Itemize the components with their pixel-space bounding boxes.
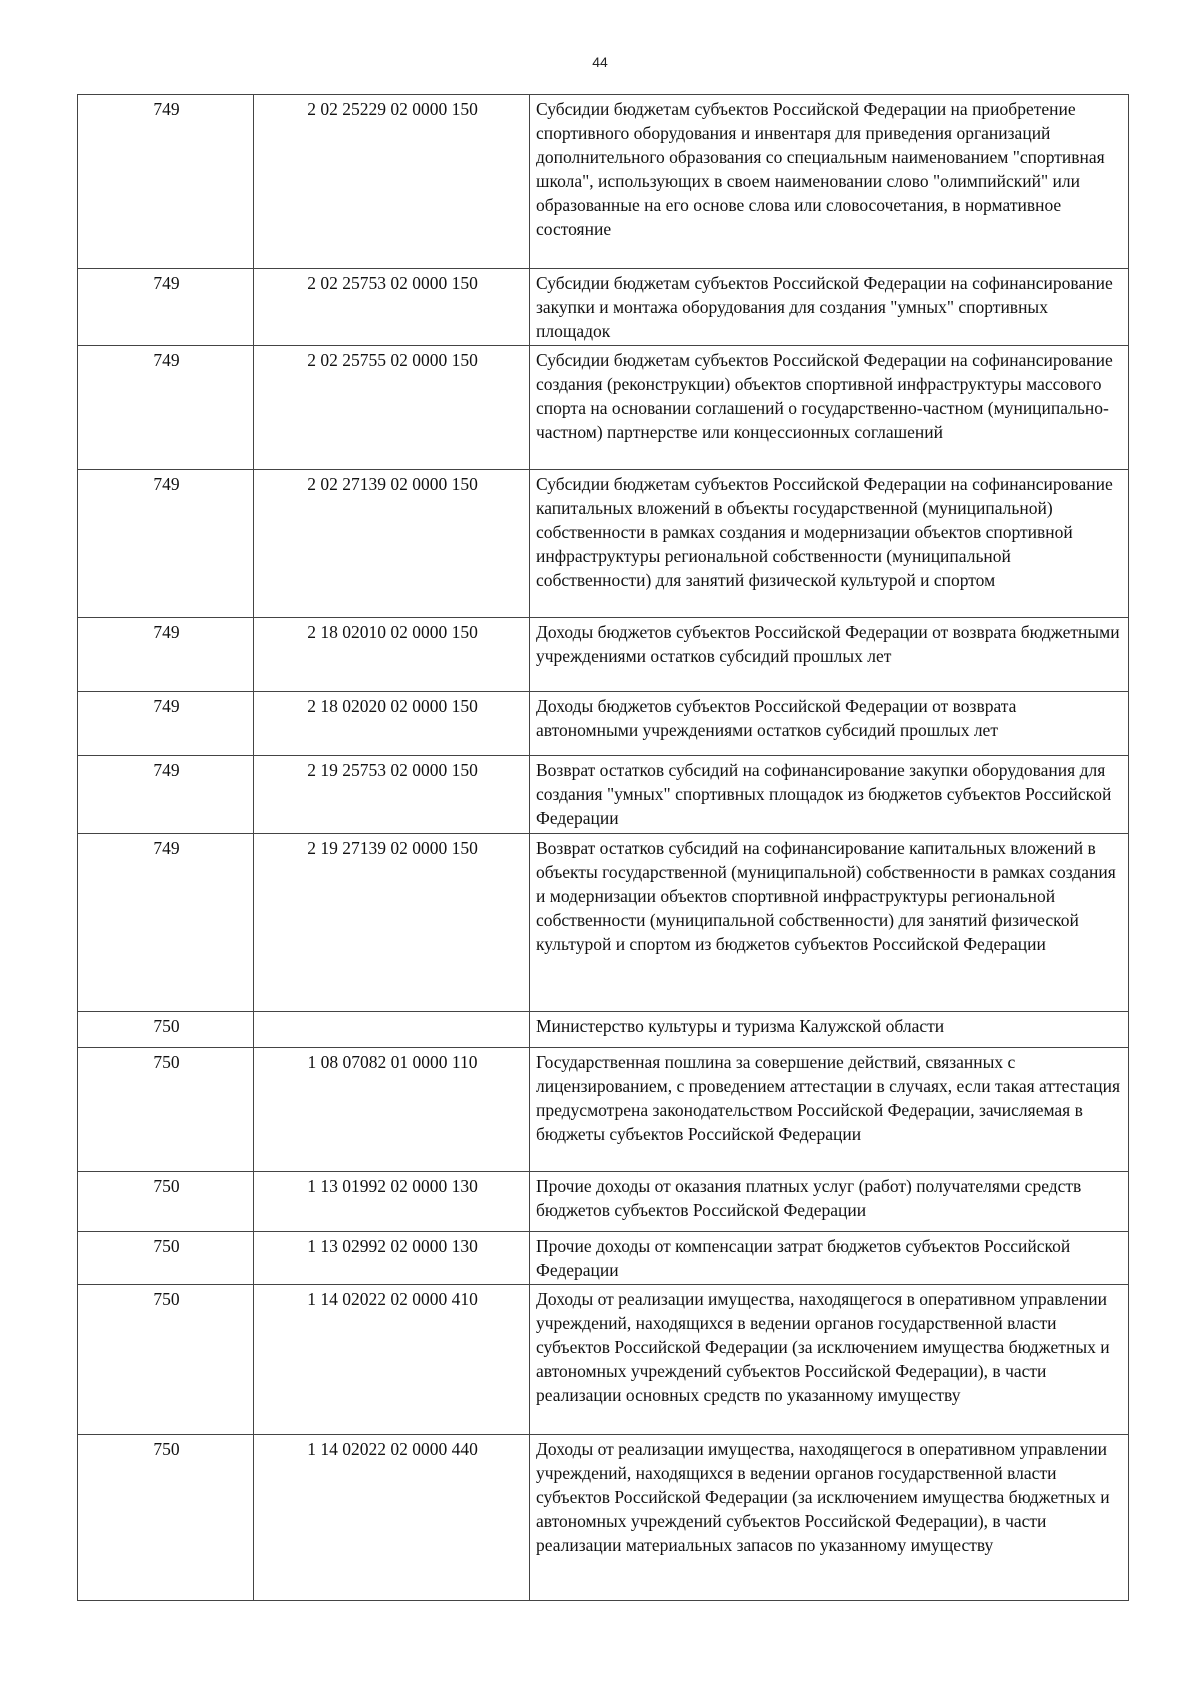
revenue-code-cell: 1 14 02022 02 0000 440 [254, 1435, 530, 1601]
revenue-code-cell: 2 18 02010 02 0000 150 [254, 618, 530, 692]
admin-code-cell: 749 [78, 834, 254, 1012]
revenue-code-cell: 2 02 27139 02 0000 150 [254, 470, 530, 618]
admin-code-cell: 750 [78, 1232, 254, 1285]
revenue-code-cell: 2 19 27139 02 0000 150 [254, 834, 530, 1012]
revenue-code-cell: 2 02 25229 02 0000 150 [254, 95, 530, 269]
table-row [78, 834, 1129, 1012]
revenue-name-cell: Доходы от реализации имущества, находящегося в оперативном управлении учреждений, находящихся в ведении органов государственной власти субъектов Российской Федерации (за исключением имущества бюджетных и автономных учреждений субъектов Российской Федерации), в части реализации материальных запасов по указанному имуществу [530, 1435, 1129, 1601]
admin-code-cell: 749 [78, 95, 254, 269]
table-row [78, 1172, 1129, 1232]
admin-code-cell: 749 [78, 692, 254, 756]
revenue-code-cell: 1 13 02992 02 0000 130 [254, 1232, 530, 1285]
admin-code-cell: 749 [78, 269, 254, 346]
revenue-name-cell: Доходы бюджетов субъектов Российской Федерации от возврата автономными учреждениями остатков субсидий прошлых лет [530, 692, 1129, 756]
revenue-code-cell: 2 19 25753 02 0000 150 [254, 756, 530, 834]
revenue-code-cell: 1 08 07082 01 0000 110 [254, 1048, 530, 1172]
table-row [78, 756, 1129, 834]
admin-code-cell: 749 [78, 756, 254, 834]
revenue-name-cell: Министерство культуры и туризма Калужской области [530, 1012, 1129, 1048]
table-row [78, 618, 1129, 692]
revenue-name-cell: Доходы от реализации имущества, находящегося в оперативном управлении учреждений, находящихся в ведении органов государственной власти субъектов Российской Федерации (за исключением имущества бюджетных и автономных учреждений субъектов Российской Федерации), в части реализации основных средств по указанному имуществу [530, 1285, 1129, 1435]
revenue-name-cell: Возврат остатков субсидий на софинансирование капитальных вложений в объекты государственной (муниципальной) собственности в рамках создания и модернизации объектов спортивной инфраструктуры региональной собственности (муниципальной собственности) для занятий физической культурой и спортом из бюджетов субъектов Российской Федерации [530, 834, 1129, 1012]
table-row [78, 1048, 1129, 1172]
table-row [78, 346, 1129, 470]
admin-code-cell: 749 [78, 618, 254, 692]
revenue-name-cell: Субсидии бюджетам субъектов Российской Федерации на софинансирование капитальных вложений в объекты государственной (муниципальной) собственности в рамках создания и модернизации объектов спортивной инфраструктуры региональной собственности (муниципальной собственности) для занятий физической культурой и спортом [530, 470, 1129, 618]
revenue-name-cell: Государственная пошлина за совершение действий, связанных с лицензированием, с проведением аттестации в случаях, если такая аттестация предусмотрена законодательством Российской Федерации, зачисляемая в бюджеты субъектов Российской Федерации [530, 1048, 1129, 1172]
admin-code-cell: 750 [78, 1048, 254, 1172]
table-row [78, 470, 1129, 618]
revenue-name-cell: Субсидии бюджетам субъектов Российской Федерации на софинансирование закупки и монтажа оборудования для создания "умных" спортивных площадок [530, 269, 1129, 346]
table-row [78, 1435, 1129, 1601]
table-row [78, 95, 1129, 269]
admin-code-cell: 750 [78, 1012, 254, 1048]
admin-code-cell: 750 [78, 1285, 254, 1435]
revenue-name-cell: Субсидии бюджетам субъектов Российской Федерации на софинансирование создания (реконструкции) объектов спортивной инфраструктуры массового спорта на основании соглашений о государственно-частном (муниципально-частном) партнерстве или концессионных соглашений [530, 346, 1129, 470]
revenue-name-cell: Прочие доходы от компенсации затрат бюджетов субъектов Российской Федерации [530, 1232, 1129, 1285]
table-row [78, 1285, 1129, 1435]
page-number: 44 [592, 54, 608, 70]
revenue-name-cell: Доходы бюджетов субъектов Российской Федерации от возврата бюджетными учреждениями остатков субсидий прошлых лет [530, 618, 1129, 692]
admin-code-cell: 749 [78, 470, 254, 618]
revenue-name-cell: Прочие доходы от оказания платных услуг (работ) получателями средств бюджетов субъектов Российской Федерации [530, 1172, 1129, 1232]
revenue-code-cell: 2 02 25753 02 0000 150 [254, 269, 530, 346]
table-row [78, 1232, 1129, 1285]
revenue-code-cell: 1 13 01992 02 0000 130 [254, 1172, 530, 1232]
admin-code-cell: 750 [78, 1435, 254, 1601]
admin-code-cell: 749 [78, 346, 254, 470]
revenue-codes-table [77, 94, 1129, 1601]
revenue-name-cell: Субсидии бюджетам субъектов Российской Федерации на приобретение спортивного оборудования и инвентаря для приведения организаций дополнительного образования со специальным наименованием "спортивная школа", использующих в своем наименовании слово "олимпийский" или образованные на его основе слова или словосочетания, в нормативное состояние [530, 95, 1129, 269]
table-row [78, 269, 1129, 346]
revenue-code-cell: 2 02 25755 02 0000 150 [254, 346, 530, 470]
revenue-code-cell: 2 18 02020 02 0000 150 [254, 692, 530, 756]
admin-code-cell: 750 [78, 1172, 254, 1232]
table-row [78, 692, 1129, 756]
revenue-code-cell [254, 1012, 530, 1048]
revenue-code-cell: 1 14 02022 02 0000 410 [254, 1285, 530, 1435]
table-row [78, 1012, 1129, 1048]
revenue-name-cell: Возврат остатков субсидий на софинансирование закупки оборудования для создания "умных" спортивных площадок из бюджетов субъектов Российской Федерации [530, 756, 1129, 834]
